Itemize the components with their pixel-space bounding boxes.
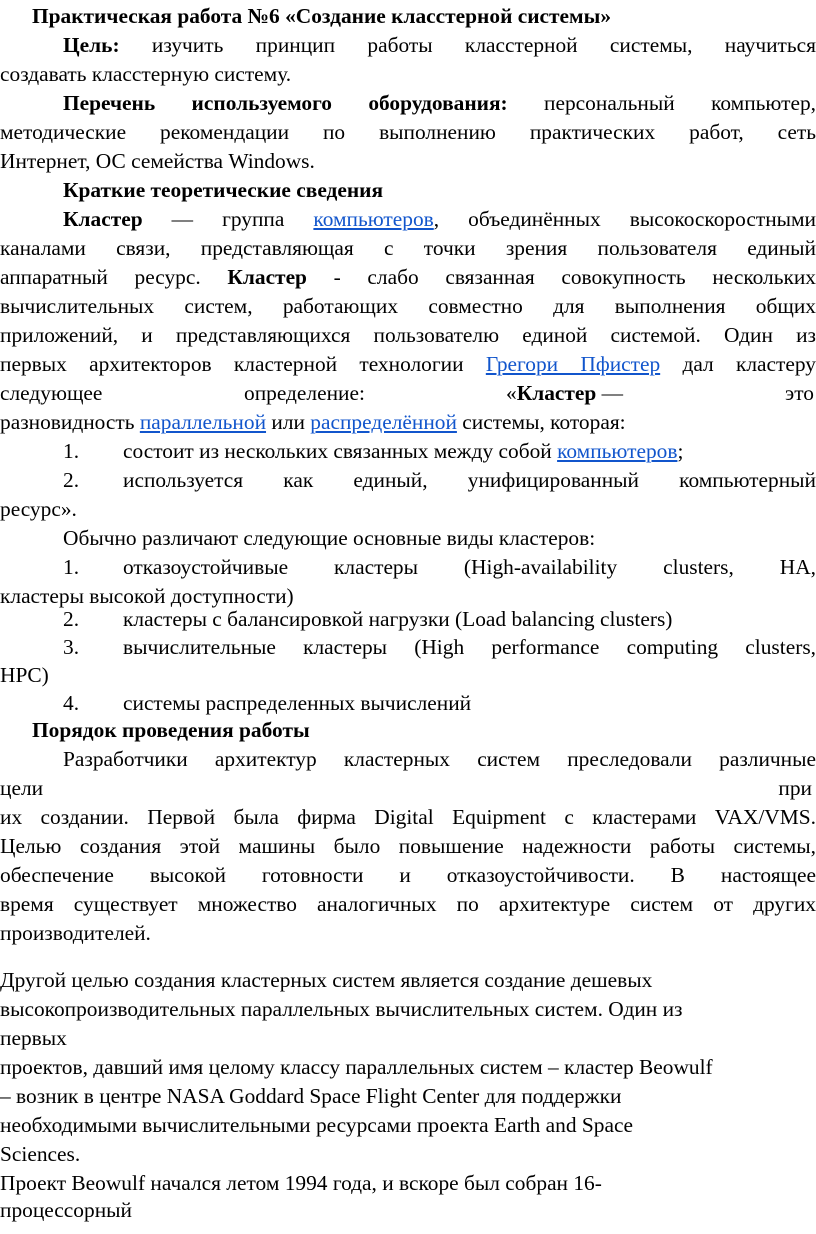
theory-line-1: Кластер — группа компьютеров, объединённых высокоскоростными [63, 207, 816, 231]
list-item: 3. вычислительные кластеры (High performance computing clusters, [63, 635, 816, 659]
equipment-line-3: Интернет, ОС семейства Windows. [0, 149, 315, 173]
procedure-line-2: цели при [0, 776, 812, 800]
tail-line: – возник в центре NASA Goddard Space Flight Center для поддержки [0, 1084, 622, 1108]
list-item: 1. состоит из нескольких связанных между собой компьютеров; [63, 439, 684, 463]
procedure-line-5: обеспечение высокой готовности и отказоустойчивости. В настоящее [0, 863, 816, 887]
procedure-line-1: Разработчики архитектур кластерных систем преследовали различные [63, 747, 816, 771]
list-item: 4. системы распределенных вычислений [63, 691, 472, 715]
theory-line-3: аппаратный ресурс. Кластер - слабо связанная совокупность нескольких [0, 265, 816, 289]
goal-line-2: создавать класстерную систему. [0, 62, 292, 86]
goal-label: Цель: [63, 33, 120, 57]
list-item: 2. используется как единый, унифицированный компьютерный [63, 468, 816, 492]
tail-line: высокопроизводительных параллельных вычислительных систем. Один из [0, 997, 683, 1021]
theory-line-2: каналами связи, представляющая с точки зрения пользователя единый [0, 236, 816, 260]
procedure-line-7: производителей. [0, 921, 151, 945]
list-item-continuation: ресурс». [0, 497, 77, 521]
goal-line-1: Цель: изучить принцип работы класстерной системы, научиться [63, 33, 816, 57]
tail-line: необходимыми вычислительными ресурсами проекта Earth and Space [0, 1113, 633, 1137]
procedure-line-6: время существует множество аналогичных по архитектуре систем от других [0, 892, 816, 916]
tail-line: процессорный [0, 1198, 132, 1222]
page-title: Практическая работа №6 «Создание класстерной системы» [32, 4, 612, 28]
equipment-line-1: Перечень используемого оборудования: персональный компьютер, [63, 91, 816, 115]
procedure-heading: Порядок проведения работы [32, 718, 310, 742]
theory-line-8: разновидность параллельной или распределённой системы, которая: [0, 410, 626, 434]
list-item-continuation: кластеры высокой доступности) [0, 584, 294, 608]
tail-line: первых [0, 1026, 67, 1050]
tail-line: Другой целью создания кластерных систем является создание дешевых [0, 968, 653, 992]
list-item: 1. отказоустойчивые кластеры (High-availability clusters, HA, [63, 555, 816, 579]
theory-heading: Краткие теоретические сведения [63, 178, 384, 202]
procedure-line-4: Целью создания этой машины было повышение надежности работы системы, [0, 834, 816, 858]
list-item: 2. кластеры с балансировкой нагрузки (Load balancing clusters) [63, 607, 673, 631]
theory-line-4: вычислительных систем, работающих совместно для выполнения общих [0, 294, 816, 318]
link-parallel[interactable]: параллельной [139, 410, 267, 434]
equipment-line-2: методические рекомендации по выполнению практических работ, сеть [0, 120, 816, 144]
tail-line: Проект Beowulf начался летом 1994 года, и вскоре был собран 16- [0, 1171, 602, 1195]
tail-line: проектов, давший имя целому классу параллельных систем – кластер Beowulf [0, 1055, 713, 1079]
link-gregory-pfister[interactable]: Грегори Пфистер [485, 352, 661, 376]
list-item-continuation: HPC) [0, 663, 49, 687]
link-distributed[interactable]: распределённой [310, 410, 457, 434]
theory-line-5: приложений, и представляющихся пользователю единой системой. Один из [0, 323, 816, 347]
kinds-intro: Обычно различают следующие основные виды кластеров: [63, 526, 596, 550]
link-computers[interactable]: компьютеров [313, 207, 434, 231]
theory-line-6: первых архитекторов кластерной технологии Грегори Пфистер дал кластеру [0, 352, 816, 376]
procedure-line-3: их создании. Первой была фирма Digital Equipment с кластерами VAX/VMS. [0, 805, 816, 829]
theory-line-7: следующее определение: «Кластер — это [0, 381, 814, 405]
equipment-label: Перечень используемого оборудования: [63, 91, 508, 115]
tail-line: Sciences. [0, 1142, 81, 1166]
link-computers-2[interactable]: компьютеров [557, 439, 678, 463]
